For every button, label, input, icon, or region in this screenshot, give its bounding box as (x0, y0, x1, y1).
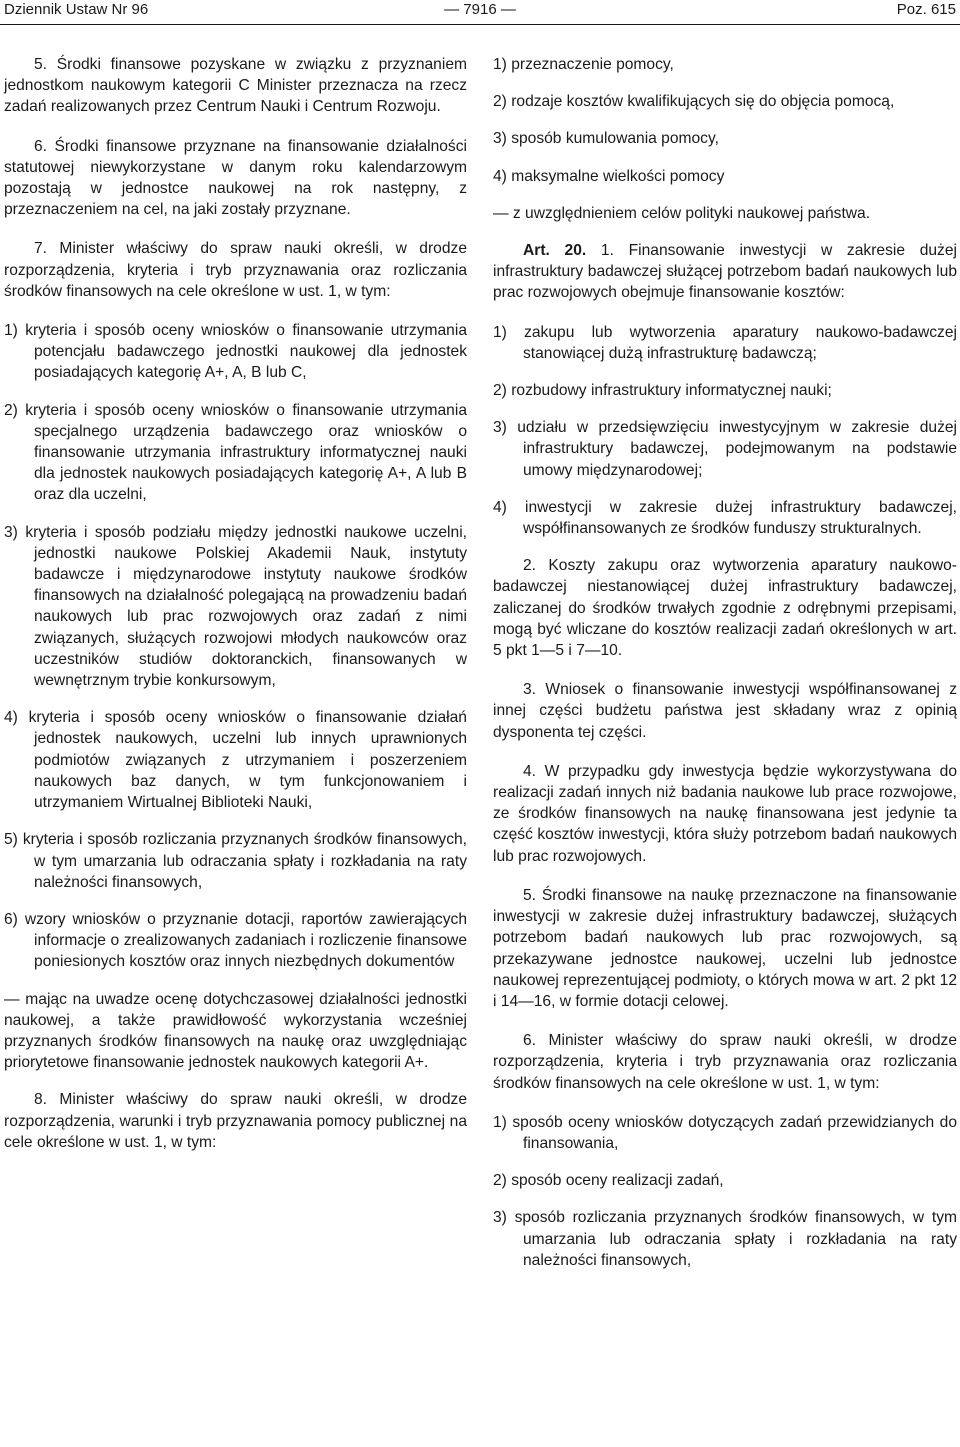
position-label: Poz. 615 (896, 1, 956, 18)
list-item: 1) sposób oceny wniosków dotyczących zadań przewidzianych do finansowania, (493, 1113, 957, 1152)
list-item: 1) kryteria i sposób oceny wniosków o finansowanie utrzymania potencjału badawczego jednostki naukowej dla jednostek posiadających kategorię A+, A, B lub C, (4, 322, 467, 382)
list-item: 6) wzory wniosków o przyznanie dotacji, raportów zawierających informacje o zrealizowanych zadaniach i rozliczenie finansowe poniesionych kosztów oraz innych niezbędnych dokumentów (4, 910, 467, 971)
page-number: — 7916 — (444, 1, 516, 18)
paragraph-5: 5. Środki finansowe pozyskane w związku z przyznaniem jednostkom naukowym kategorii C Minister przeznacza na rzecz zadań realizowanych przez Centrum Nauki i Centrum Rozwoju. (4, 56, 467, 116)
dash-clause: — mając na uwadze ocenę dotychczasowej działalności jednostki naukowej, a także prawidłowość wykorzystania wcześniej przyznanych środków finansowych na naukę oraz uwzględniając priorytetowe finansowanie jednostek naukowych kategorii A+. (4, 990, 467, 1072)
article-label: Art. 20. (523, 242, 587, 260)
journal-title: Dziennik Ustaw Nr 96 (4, 1, 149, 18)
left-column (4, 54, 467, 1171)
right-column (493, 54, 957, 1287)
paragraph-6: 6. Minister właściwy do spraw nauki określi, w drodze rozporządzenia, kryteria i tryb przyznawania oraz rozliczania środków finansowych na cele określone w ust. 1, w tym: (493, 1032, 957, 1092)
list-item: 3) sposób rozliczania przyznanych środków finansowych, w tym umarzania lub odraczania spłaty i rozkładania na raty należności finansowych, (493, 1209, 957, 1269)
paragraph-8: 8. Minister właściwy do spraw nauki określi, w drodze rozporządzenia, warunki i tryb przyznawania pomocy publicznej na cele określone w ust. 1, w tym: (4, 1091, 467, 1151)
list-item: 4) maksymalne wielkości pomocy (493, 167, 725, 185)
list-item: 4) inwestycji w zakresie dużej infrastruktury badawczej, współfinansowanych ze środków funduszy strukturalnych. (493, 498, 957, 538)
list-item: 1) zakupu lub wytworzenia aparatury naukowo-badawczej stanowiącej dużą infrastrukturę badawczą; (493, 323, 957, 362)
dash-clause: — z uwzględnieniem celów polityki naukowej państwa. (493, 204, 871, 222)
paragraph-6: 6. Środki finansowe przyznane na finansowanie działalności statutowej niewykorzystane w danym roku kalendarzowym pozostają w jednostce naukowej na rok następny, z przeznaczeniem na cel, na jaki zostały przyznane. (4, 137, 467, 219)
list-item: 3) sposób kumulowania pomocy, (493, 130, 719, 148)
list-item: 2) rozbudowy infrastruktury informatycznej nauki; (493, 382, 832, 400)
list-item: 3) kryteria i sposób podziału między jednostki naukowe uczelni, jednostki naukowe Polskiej Akademii Nauk, instytuty badawcze i międzynarodowe instytuty naukowe środków finansowych na działalność polegającą na prowadzeniu badań naukowych lub prac rozwojowych oraz zadań z nimi związanych, służących rozwojowi młodych naukowców oraz uczestników studiów doktoranckich, finansowanych w wewnętrznym trybie konkursowym, (4, 523, 467, 690)
paragraph-5: 5. Środki finansowe na naukę przeznaczone na finansowanie inwestycji w zakresie dużej infrastruktury badawczej, służących potrzebom badań naukowych lub prac rozwojowych, są przekazywane jednostce naukowej, uczelni lub jednostce naukowej reprezentującej podmioty, o których mowa w art. 2 pkt 12 i 14—16, w formie dotacji celowej. (493, 886, 957, 1010)
list-item: 2) sposób oceny realizacji zadań, (493, 1172, 724, 1190)
paragraph-2: 2. Koszty zakupu oraz wytworzenia aparatury naukowo-badawczej niestanowiącej dużej infrastruktury badawczej, zaliczanej do środków trwałych zgodnie z odrębnymi przepisami, mogą być wliczane do kosztów realizacji zadań określonych w art. 5 pkt 1—5 i 7—10. (493, 557, 957, 660)
paragraph-3: 3. Wniosek o finansowanie inwestycji współfinansowanej z innej części budżetu państwa jest składany wraz z opinią dysponenta tej części. (493, 681, 957, 741)
list-item: 2) rodzaje kosztów kwalifikujących się do objęcia pomocą, (493, 93, 895, 111)
page-header (0, 0, 960, 22)
article-20-paragraph (493, 240, 957, 304)
list-item: 3) udziału w przedsięwzięciu inwestycyjnym w zakresie dużej infrastruktury badawczej, podejmowanym na podstawie umowy międzynarodowej; (493, 419, 957, 479)
list-item: 1) przeznaczenie pomocy, (493, 56, 674, 73)
paragraph-7: 7. Minister właściwy do spraw nauki określi, w drodze rozporządzenia, kryteria i tryb przyznawania oraz rozliczania środków finansowych na cele określone w ust. 1, w tym: (4, 240, 467, 300)
header-divider (0, 24, 960, 25)
list-item: 5) kryteria i sposób rozliczania przyznanych środków finansowych, w tym umarzania lub odraczania spłaty i rozkładania na raty należności finansowych, (4, 831, 467, 891)
list-item: 4) kryteria i sposób oceny wniosków o finansowanie działań jednostek naukowych, uczelni lub innych uprawnionych podmiotów związanych z utrzymaniem i poszerzeniem naukowych baz danych, w tym funkcjonowaniem i utrzymaniem Wirtualnej Biblioteki Nauki, (4, 709, 467, 812)
list-item: 2) kryteria i sposób oceny wniosków o finansowanie utrzymania specjalnego urządzenia badawczego oraz wniosków o finansowanie utrzymania infrastruktury informatycznej nauki dla jednostek naukowych posiadających kategorię A+, A lub B oraz dla uczelni, (4, 401, 467, 504)
paragraph-4: 4. W przypadku gdy inwestycja będzie wykorzystywana do realizacji zadań innych niż badania naukowe lub prace rozwojowe, ze środków finansowych na naukę finansowana jest jedynie ta część kosztów inwestycji, która służy potrzebom badań naukowych lub prac rozwojowych. (493, 762, 957, 865)
article-text: 1. Finansowanie inwestycji w zakresie dużej infrastruktury badawczej służącej potrzebom badań naukowych lub prac rozwojowych obejmuje finansowanie kosztów: (493, 242, 957, 302)
